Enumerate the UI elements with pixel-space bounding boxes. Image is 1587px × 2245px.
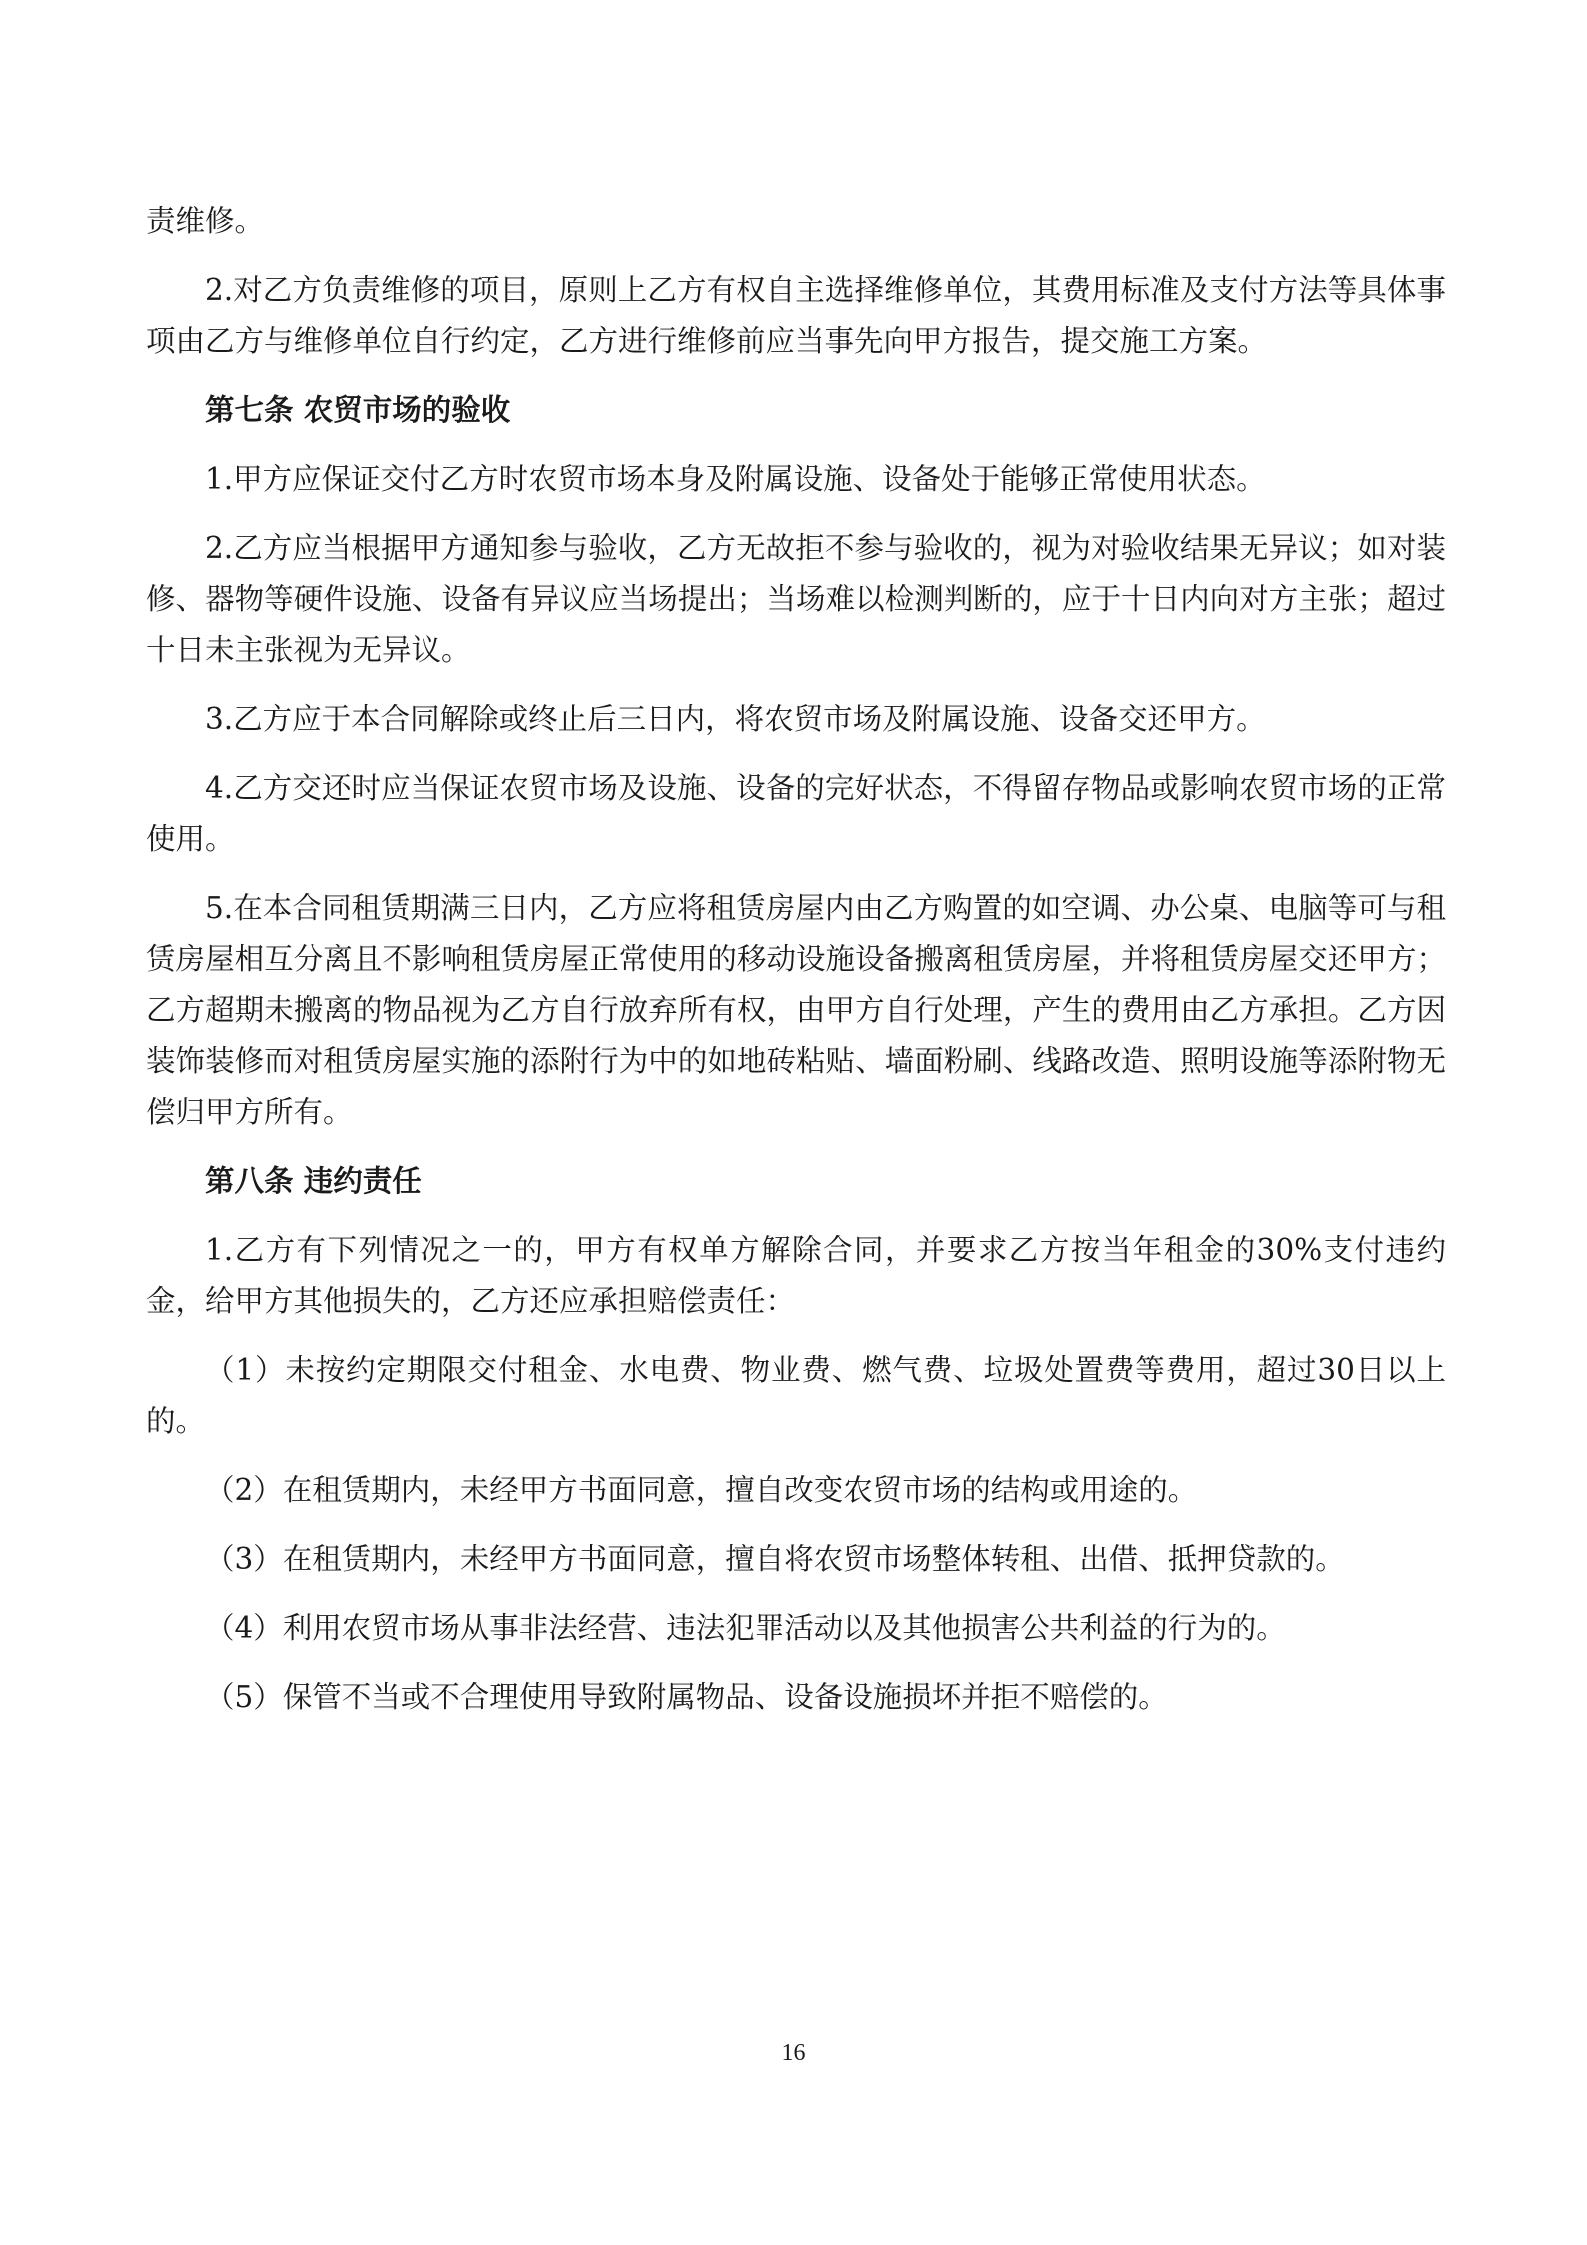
section-heading-article-8: 第八条 违约责任 bbox=[205, 1164, 422, 1198]
paragraph-article-8-item-1: 1.乙方有下列情况之一的，甲方有权单方解除合同，并要求乙方按当年租金的30%支付违约金，给甲方其他损失的，乙方还应承担赔偿责任： bbox=[146, 1233, 1446, 1318]
section-heading-article-7: 第七条 农贸市场的验收 bbox=[205, 393, 511, 427]
paragraph-article-7-item-4: 4.乙方交还时应当保证农贸市场及设施、设备的完好状态，不得留存物品或影响农贸市场的正常使用。 bbox=[146, 771, 1446, 856]
paragraph-article-7-item-3: 3.乙方应于本合同解除或终止后三日内，将农贸市场及附属设施、设备交还甲方。 bbox=[205, 702, 1266, 736]
list-item-breach-3: （3）在租赁期内，未经甲方书面同意，擅自将农贸市场整体转租、出借、抵押贷款的。 bbox=[205, 1542, 1345, 1576]
list-item-breach-5: （5）保管不当或不合理使用导致附属物品、设备设施损坏并拒不赔偿的。 bbox=[205, 1680, 1168, 1714]
paragraph-article-7-item-5: 5.在本合同租赁期满三日内，乙方应将租赁房屋内由乙方购置的如空调、办公桌、电脑等可与租赁房屋相互分离且不影响租赁房屋正常使用的移动设施设备搬离租赁房屋，并将租赁房屋交还甲方；乙方超期未搬离的物品视为乙方自行放弃所有权，由甲方自行处理，产生的费用由乙方承担。乙方因装饰装修而对租赁房屋实施的添附行为中的如地砖粘贴、墙面粉刷、线路改造、照明设施等添附物无偿归甲方所有。 bbox=[146, 891, 1446, 1129]
paragraph-repair-item-2: 2.对乙方负责维修的项目，原则上乙方有权自主选择维修单位，其费用标准及支付方法等具体事项由乙方与维修单位自行约定，乙方进行维修前应当事先向甲方报告，提交施工方案。 bbox=[146, 273, 1446, 358]
paragraph-article-7-item-2: 2.乙方应当根据甲方通知参与验收，乙方无故拒不参与验收的，视为对验收结果无异议；如对装修、器物等硬件设施、设备有异议应当场提出；当场难以检测判断的，应于十日内向对方主张；超过十日未主张视为无异议。 bbox=[146, 531, 1446, 667]
list-item-breach-4: （4）利用农贸市场从事非法经营、违法犯罪活动以及其他损害公共利益的行为的。 bbox=[205, 1611, 1286, 1645]
paragraph-article-7-item-1: 1.甲方应保证交付乙方时农贸市场本身及附属设施、设备处于能够正常使用状态。 bbox=[205, 462, 1266, 496]
list-item-breach-1: （1）未按约定期限交付租金、水电费、物业费、燃气费、垃圾处置费等费用，超过30日以上的。 bbox=[146, 1353, 1446, 1438]
page-number: 16 bbox=[781, 2040, 806, 2066]
document-body bbox=[146, 196, 1446, 1723]
paragraph-continuation: 责维修。 bbox=[146, 204, 265, 238]
list-item-breach-2: （2）在租赁期内，未经甲方书面同意，擅自改变农贸市场的结构或用途的。 bbox=[205, 1473, 1198, 1507]
